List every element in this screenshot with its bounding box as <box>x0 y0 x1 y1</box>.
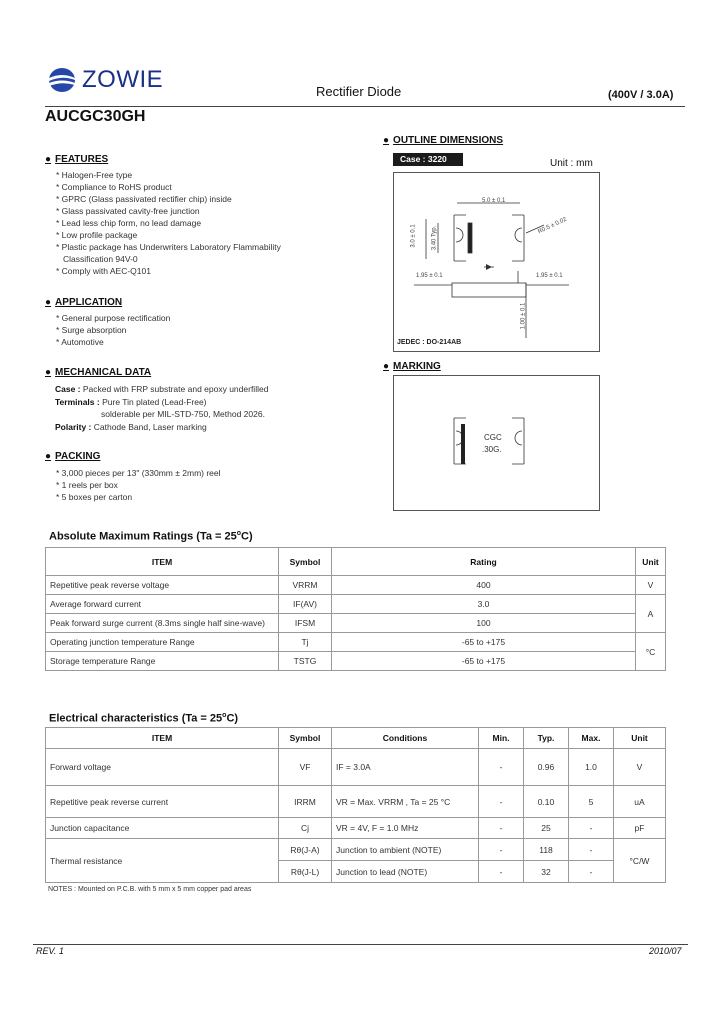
list-item: * Automotive <box>56 337 104 347</box>
marking-line-1: CGC <box>484 433 502 442</box>
mechanical-heading: ● MECHANICAL DATA <box>45 367 152 378</box>
list-item: * 1 reels per box <box>56 480 118 490</box>
bullet-icon: ● <box>45 367 52 378</box>
elec-table <box>45 727 666 883</box>
mechanical-list <box>55 383 268 433</box>
features-list <box>56 169 281 277</box>
application-list <box>56 312 170 348</box>
list-item: * Lead less chip form, no lead damage <box>56 218 202 228</box>
dim-height: 1.00 ± 0.1 <box>520 302 527 330</box>
header-divider <box>45 106 685 107</box>
outline-heading: ● OUTLINE DIMENSIONS <box>383 135 504 146</box>
mechanical-row: solderable per MIL-STD-750, Method 2026. <box>101 409 265 419</box>
part-number: AUCGC30GH <box>45 108 146 125</box>
rating-summary: (400V / 3.0A) <box>608 89 674 101</box>
table-row: Forward voltage VF IF = 3.0A - 0.96 1.0 V <box>46 749 666 786</box>
table-row: Operating junction temperature Range Tj -65 to +175 °C <box>46 633 666 652</box>
marking-heading: ● MARKING <box>383 361 441 372</box>
list-item: * GPRC (Glass passivated rectifier chip) inside <box>56 194 232 204</box>
marking-drawing <box>393 375 600 511</box>
list-item: * Surge absorption <box>56 325 127 335</box>
abs-max-table <box>45 547 666 671</box>
outline-drawing <box>393 172 600 352</box>
packing-list <box>56 467 221 503</box>
dim-top: 5.0 ± 0.1 <box>482 198 506 204</box>
marking-outline-drawing <box>394 376 599 510</box>
list-item: * 5 boxes per carton <box>56 492 133 502</box>
table-header-row: ITEM Symbol Rating Unit <box>46 548 666 576</box>
bullet-icon: ● <box>383 135 390 146</box>
list-item: * Low profile package <box>56 230 138 240</box>
arrow-icon <box>486 264 492 270</box>
table-note: NOTES : Mounted on P.C.B. with 5 mm x 5 mm copper pad areas <box>48 886 252 893</box>
bullet-icon: ● <box>383 361 390 372</box>
dim-pad-right: 1.95 ± 0.1 <box>536 273 563 279</box>
table-row: Storage temperature Range TSTG -65 to +175 <box>46 652 666 671</box>
table-row: Thermal resistance Rθ(J-A) Junction to ambient (NOTE) - 118 - °C/W <box>46 839 666 861</box>
doc-type: Rectifier Diode <box>316 84 402 99</box>
bullet-icon: ● <box>45 154 52 165</box>
table-header-row: ITEM Symbol Conditions Min. Typ. Max. Unit <box>46 728 666 749</box>
list-item: Classification 94V-0 <box>63 254 138 264</box>
list-item: * Plastic package has Underwriters Laboratory Flammability <box>56 242 281 252</box>
unit-label: Unit : mm <box>550 158 593 169</box>
table-row: Repetitive peak reverse voltage VRRM 400 V <box>46 576 666 595</box>
list-item: * Compliance to RoHS product <box>56 182 172 192</box>
table-row: Rθ(J-L) Junction to lead (NOTE) - 32 - <box>46 861 666 883</box>
table-row: Junction capacitance Cj VR = 4V, F = 1.0 MHz - 25 - pF <box>46 818 666 839</box>
table-row: Peak forward surge current (8.3ms single half sine-wave) IFSM 100 <box>46 614 666 633</box>
list-item: * Comply with AEC-Q101 <box>56 266 151 276</box>
list-item: * Halogen-Free type <box>56 170 133 180</box>
dim-pad-left: 1.95 ± 0.1 <box>416 273 443 279</box>
mechanical-row: Terminals : Pure Tin plated (Lead-Free) <box>55 396 207 407</box>
date: 2010/07 <box>649 946 682 956</box>
table-row: Average forward current IF(AV) 3.0 A <box>46 595 666 614</box>
list-item: * 3,000 pieces per 13" (330mm ± 2mm) reel <box>56 468 221 478</box>
features-heading: ● FEATURES <box>45 154 109 165</box>
case-label: Case : 3220 <box>393 153 463 166</box>
mechanical-row: Polarity : Cathode Band, Laser marking <box>55 421 207 432</box>
table-row: Repetitive peak reverse current IRRM VR = Max. VRRM , Ta = 25 °C - 0.10 5 uA <box>46 786 666 818</box>
list-item: * General purpose rectification <box>56 313 171 323</box>
revision: REV. 1 <box>36 946 64 956</box>
list-item: * Glass passivated cavity-free junction <box>56 206 200 216</box>
marking-line-2: .30G. <box>482 445 502 454</box>
dim-radius: R0.5 ± 0.02 <box>537 216 568 236</box>
zowie-logo-icon <box>46 67 78 93</box>
brand-name: ZOWIE <box>82 66 164 93</box>
bullet-icon: ● <box>45 451 52 462</box>
dim-left: 3.0 ± 0.1 <box>410 224 417 248</box>
footer-divider <box>33 944 688 945</box>
dim-inner: 3.40 Typ. <box>431 225 438 251</box>
bullet-icon: ● <box>45 297 52 308</box>
elec-title: Electrical characteristics $(Ta = 25^oC)$ <box>49 712 239 725</box>
packing-heading: ● PACKING <box>45 451 101 462</box>
jedec-label: JEDEC : DO-214AB <box>397 339 462 346</box>
abs-max-title: Absolute Maximum Ratings $(Ta = 25^oC)$ <box>49 530 253 543</box>
application-heading: ● APPLICATION <box>45 297 123 308</box>
mechanical-row: Case : Packed with FRP substrate and epoxy underfilled <box>55 384 269 394</box>
